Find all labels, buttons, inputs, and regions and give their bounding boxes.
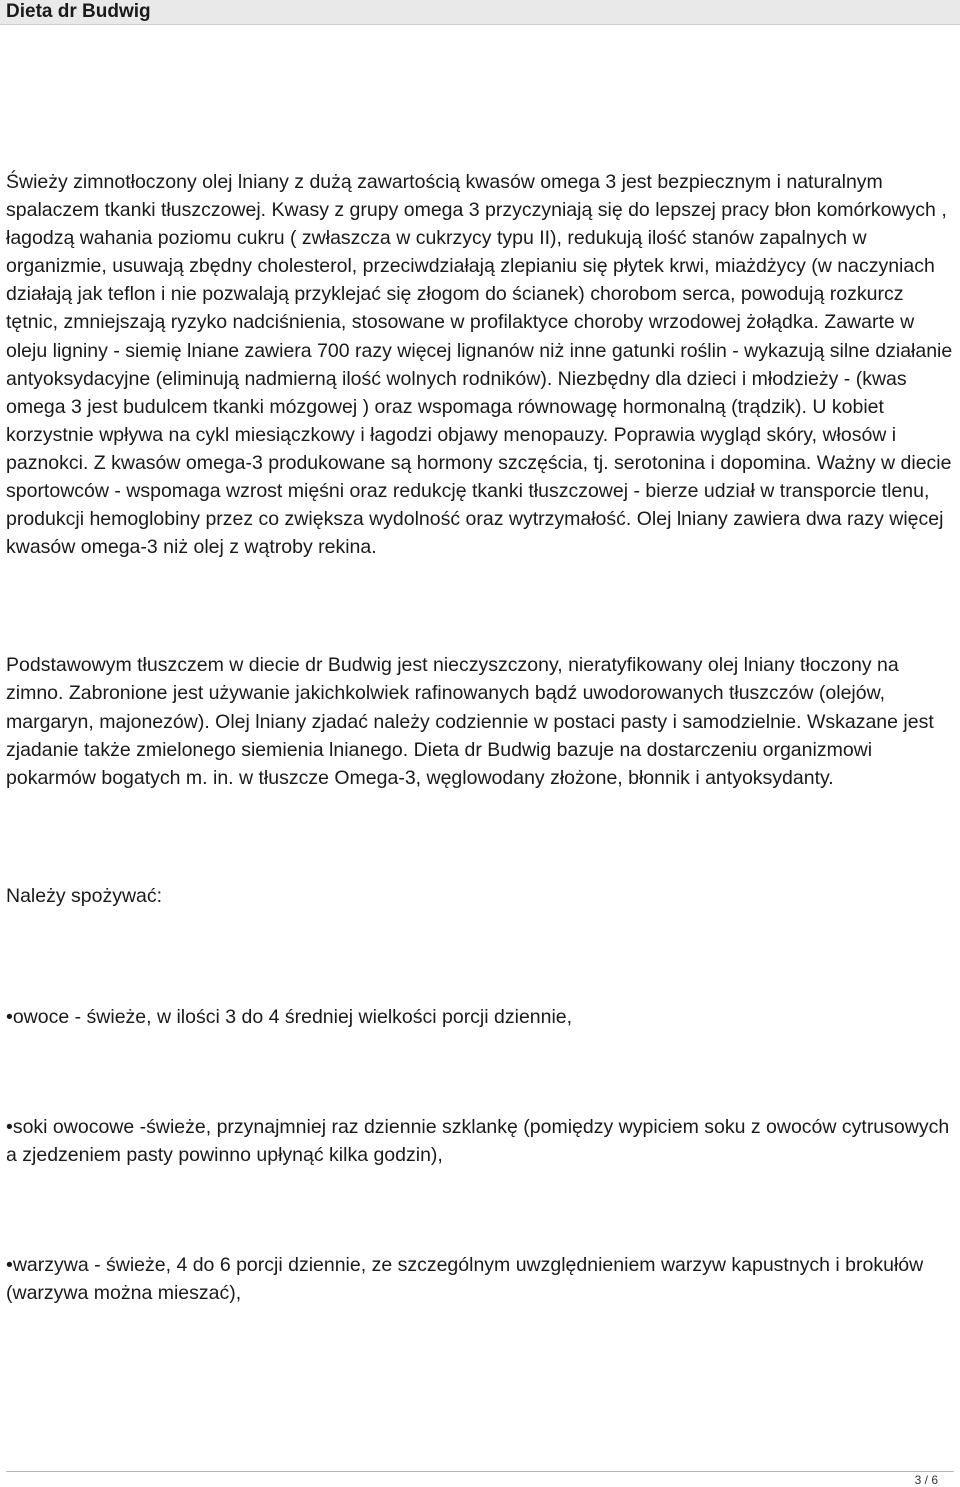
page-title: Dieta dr Budwig <box>6 1 151 22</box>
page-number: 3 / 6 <box>914 1473 938 1487</box>
list-item-fruits: •owoce - świeże, w ilości 3 do 4 średniej wielkości porcji dziennie, <box>6 1005 573 1028</box>
page-header <box>0 0 960 25</box>
document-body <box>6 168 954 1307</box>
footer-divider <box>6 1471 954 1472</box>
paragraph-omega3-benefits: Świeży zimnotłoczony olej lniany z dużą zawartością kwasów omega 3 jest bezpiecznym i naturalnym spalaczem tkanki tłuszczowej. Kwasy z grupy omega 3 przyczyniają się do lepszej pracy błon komórkowych , łagodzą wahania poziomu cukru ( zwłaszcza w cukrzycy typu II), redukują ilość stanów zapalnych w organizmie, usuwają zbędny cholesterol, przeciwdziałają zlepianiu się płytek krwi, miażdżycy (w naczyniach działają jak teflon i nie pozwalają przyklejać się złogom do ścianek) chorobom serca, powodują rozkurcz tętnic, zmniejszają ryzyko nadciśnienia, stosowane w profilaktyce choroby wrzodowej żołądka. Zawarte w oleju ligniny - siemię lniane zawiera 700 razy więcej lignanów niż inne gatunki roślin - wykazują silne działanie antyoksydacyjne (eliminują nadmierną ilość wolnych rodników). Niezbędny dla dzieci i młodzieży - (kwas omega 3 jest budulcem tkanki mózgowej ) oraz wspomaga równowagę hormonalną (trądzik). U kobiet korzystnie wpływa na cykl miesiączkowy i łagodzi objawy menopauzy. Poprawia wygląd skóry, włosów i paznokci. Z kwasów omega-3 produkowane są hormony szczęścia, tj. serotonina i dopomina. Ważny w diecie sportowców - wspomaga wzrost mięśni oraz redukcję tkanki tłuszczowej - bierze udział w transporcie tlenu, produkcji hemoglobiny przez co zwiększa wydolność oraz wytrzymałość. Olej lniany zawiera dwa razy więcej kwasów omega-3 niż olej z wątroby rekina. <box>6 171 953 559</box>
list-item-vegetables: •warzywa - świeże, 4 do 6 porcji dziennie, ze szczególnym uwzględnieniem warzyw kapustnych i brokułów (warzywa można mieszać), <box>6 1254 924 1305</box>
list-heading: Należy spożywać: <box>6 884 163 907</box>
paragraph-budwig-diet-basis: Podstawowym tłuszczem w diecie dr Budwig jest nieczyszczony, nieratyfikowany olej lniany tłoczony na zimno. Zabronione jest używanie jakichkolwiek rafinowanych bądź uwodorowanych tłuszczów (olejów, margaryn, majonezów). Olej lniany zjadać należy codziennie w postaci pasty i samodzielnie. Wskazane jest zjadanie także zmielonego siemienia lnianego. Dieta dr Budwig bazuje na dostarczeniu organizmowi pokarmów bogatych m. in. w tłuszcze Omega-3, węglowodany złożone, błonnik i antyoksydanty. <box>6 654 934 789</box>
list-item-juices: •soki owocowe -świeże, przynajmniej raz dziennie szklankę (pomiędzy wypiciem soku z owoców cytrusowych a zjedzeniem pasty powinno upłynąć kilka godzin), <box>6 1115 950 1167</box>
